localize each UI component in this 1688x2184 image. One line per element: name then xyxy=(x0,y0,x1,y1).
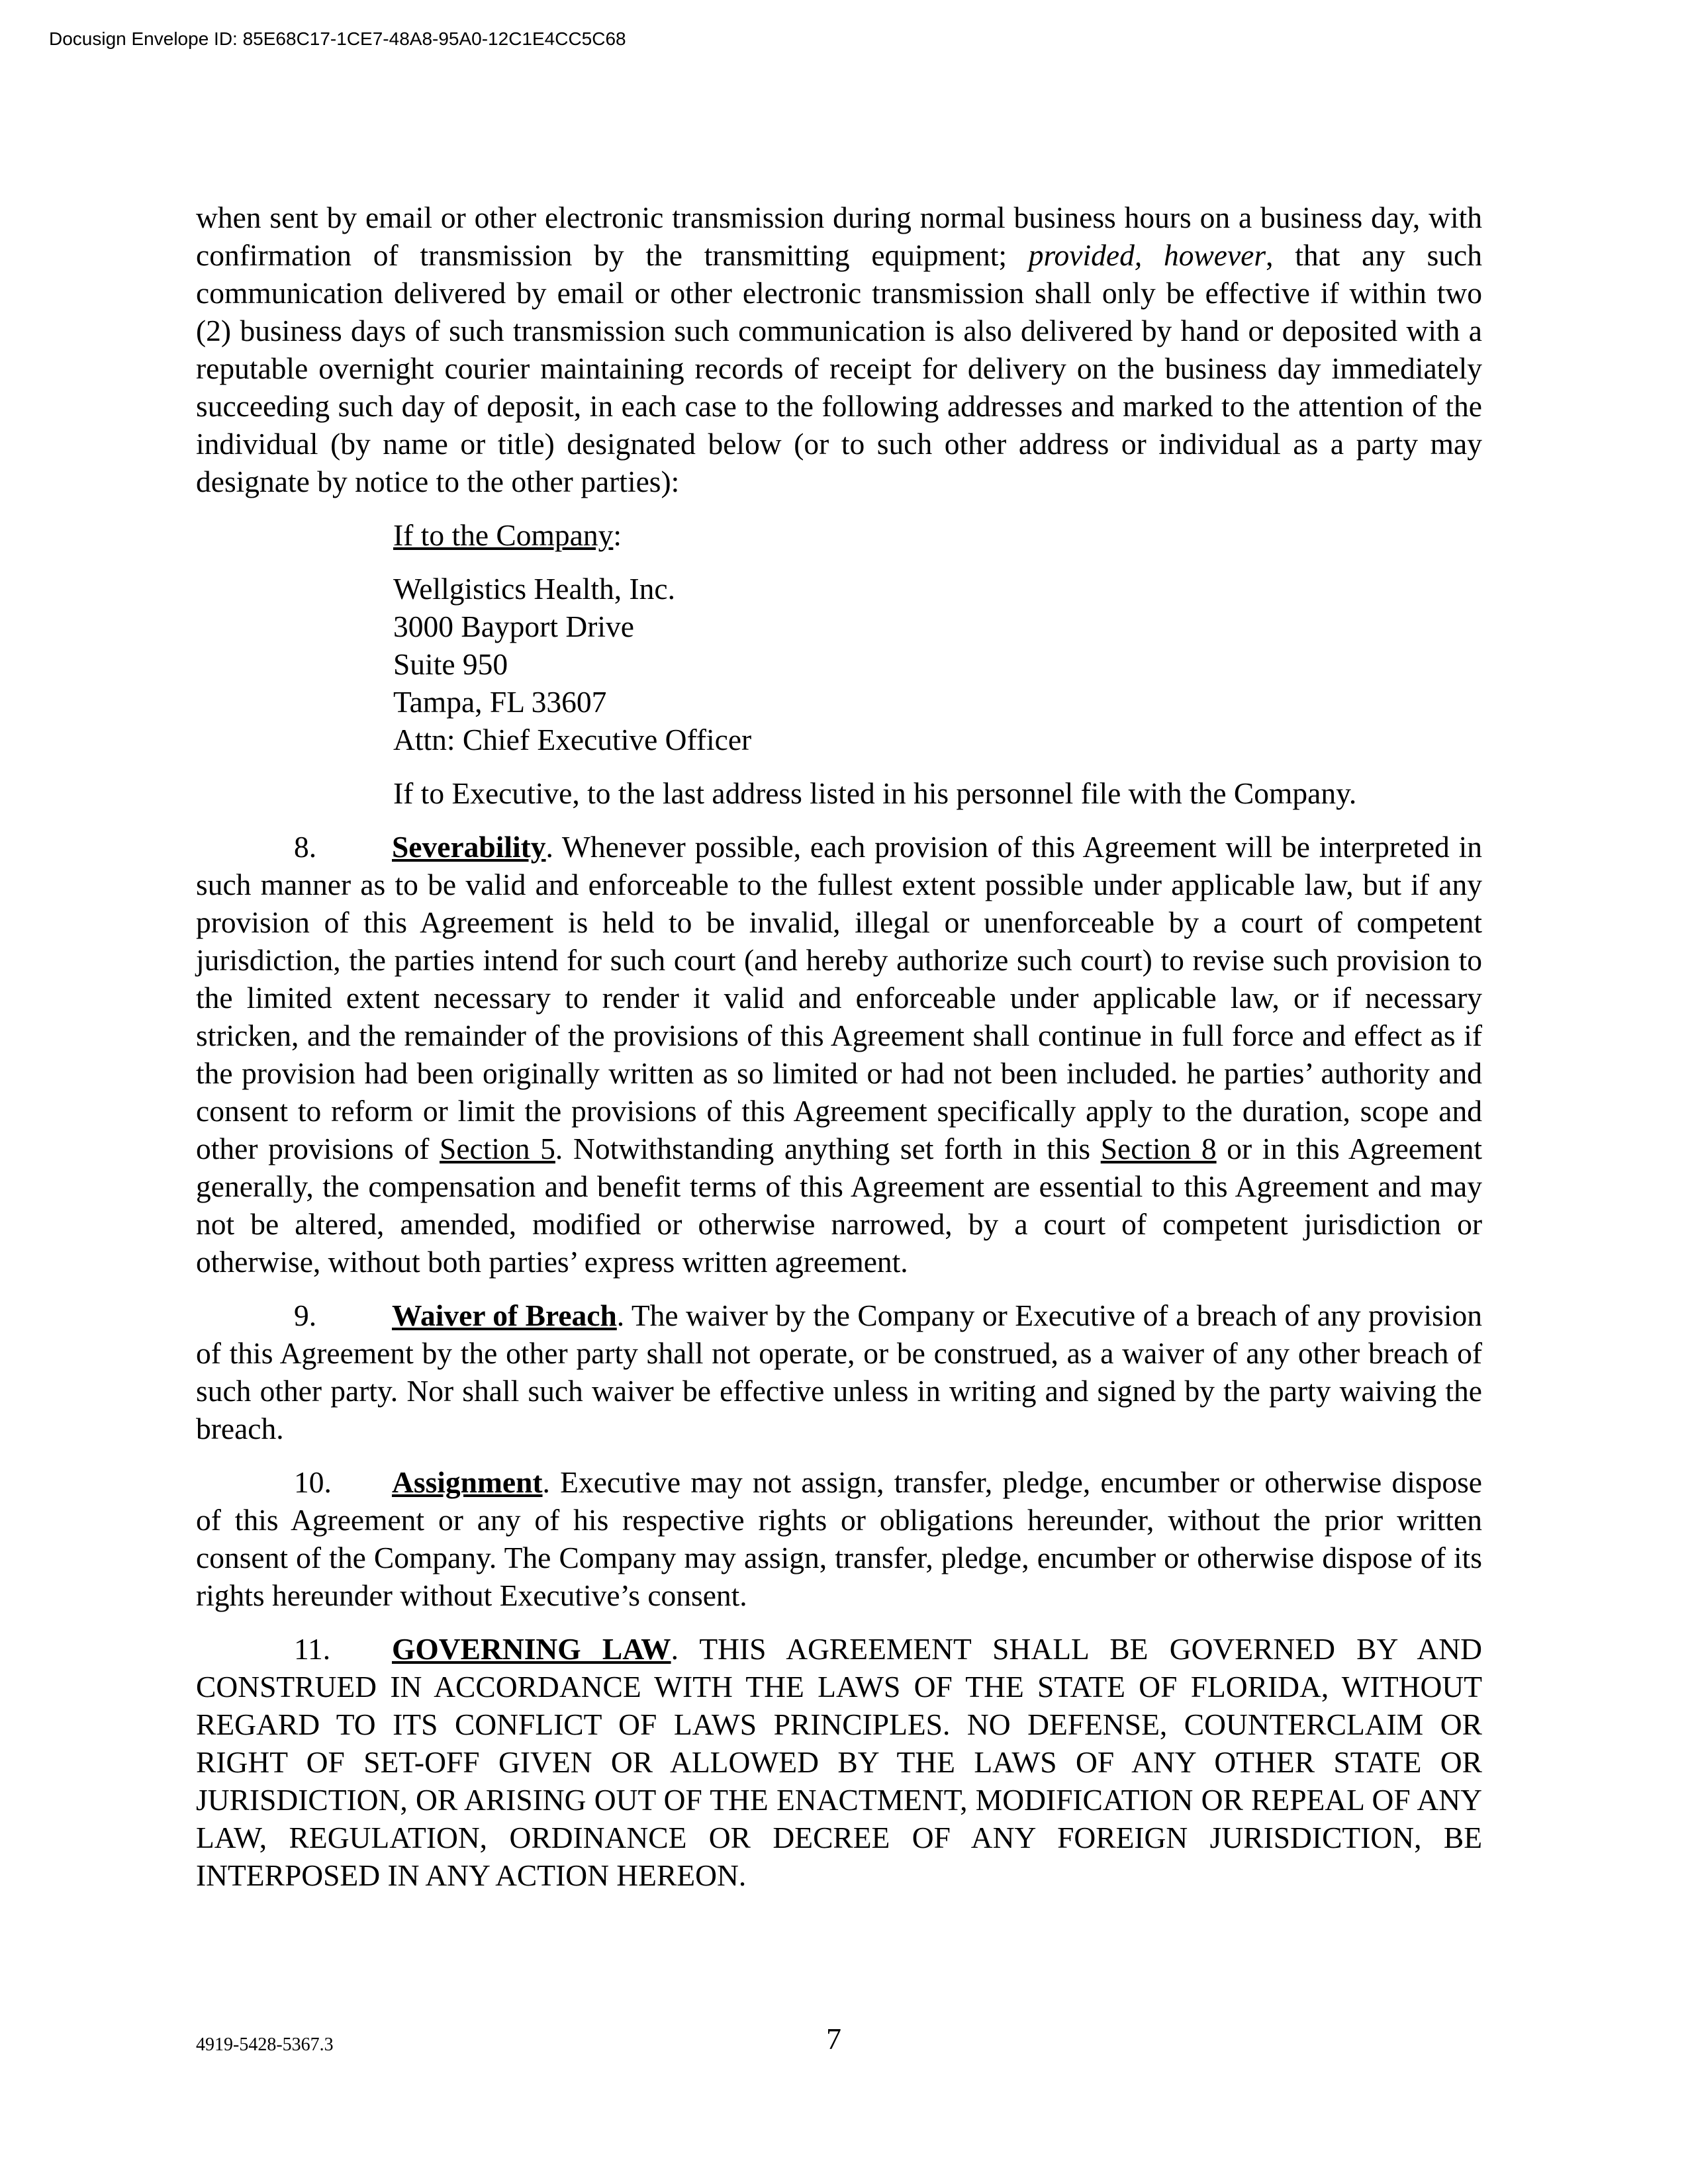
section-9-number: 9. xyxy=(294,1298,317,1332)
address-line-street: 3000 Bayport Drive xyxy=(393,610,634,643)
section-8-text-c: or in this Agreement generally, the compensation and benefit terms of this Agreement are essential to this Agreement and may not be altered, amended, modified or otherwise narrowed, by a court of competent jurisdiction or otherwise, without both parties’ express written agreement. xyxy=(196,1132,1482,1279)
section-11-governing-law xyxy=(196,1630,1482,1894)
section-8-reference: Section 8 xyxy=(1100,1132,1217,1165)
section-8-heading: Severability xyxy=(392,830,546,864)
company-notice-block xyxy=(393,516,1482,812)
address-line-suite: Suite 950 xyxy=(393,647,508,681)
section-5-reference: Section 5 xyxy=(440,1132,555,1165)
intro-text-part2: , that any such communication delivered by email or other electronic transmission shall only be effective if within two (2) business days of such transmission such communication is also delivered by hand or deposited with a reputable overnight courier maintaining records of receipt for delivery on the business day immediately succeeding such day of deposit, in each case to the following addresses and marked to the attention of the individual (by name or title) designated below (or to such other address or individual as a party may designate by notice to the other parties): xyxy=(196,238,1482,498)
executive-notice-line: If to Executive, to the last address listed in his personnel file with the Company. xyxy=(393,776,1357,810)
section-8-text-a: . Whenever possible, each provision of this Agreement will be interpreted in such manner as to be valid and enforceable to the fullest extent possible under applicable law, but if any provision of this Agreement is held to be invalid, illegal or unenforceable by a court of competent jurisdiction, the parties intend for such court (and hereby authorize such court) to revise such provision to the limited extent necessary to render it valid and enforceable under applicable law, or if necessary stricken, and the remainder of the provisions of this Agreement shall continue in full force and effect as if the provision had been originally written as so limited or had not been included. he parties’ authority and consent to reform or limit the provisions of this Agreement specifically apply to the duration, scope and other provisions of xyxy=(196,830,1482,1165)
intro-italic-proviso: provided, however xyxy=(1028,238,1266,272)
section-9-text: . The waiver by the Company or Executive of a breach of any provision of this Agreement by the other party shall not operate, or be construed, as a waiver of any other breach of such other party. Nor shall such waiver be effective unless in writing and signed by the party waiving the breach. xyxy=(196,1298,1482,1445)
company-notice-colon: : xyxy=(613,518,622,552)
section-9-heading: Waiver of Breach xyxy=(392,1298,617,1332)
address-line-attention: Attn: Chief Executive Officer xyxy=(393,723,752,756)
intro-text-part1: when sent by email or other electronic transmission during normal business hours on a business day, with confirmation of transmission by the transmitting equipment; xyxy=(196,201,1482,272)
address-line-city: Tampa, FL 33607 xyxy=(393,685,607,719)
section-8-number: 8. xyxy=(294,830,317,864)
section-11-heading: GOVERNING LAW xyxy=(392,1632,671,1666)
section-10-assignment xyxy=(196,1463,1482,1614)
document-body xyxy=(196,199,1482,1910)
section-9-waiver-of-breach xyxy=(196,1297,1482,1447)
docusign-envelope-id: Docusign Envelope ID: 85E68C17-1CE7-48A8-95A0-12C1E4CC5C68 xyxy=(49,28,626,49)
section-8-text-b: . Notwithstanding anything set forth in this xyxy=(555,1132,1101,1165)
section-10-text: . Executive may not assign, transfer, pledge, encumber or otherwise dispose of this Agreement or any of his respective rights or obligations hereunder, without the prior written consent of the Company. The Company may assign, transfer, pledge, encumber or otherwise dispose of its rights hereunder without Executive’s consent. xyxy=(196,1465,1482,1612)
company-address xyxy=(393,570,1482,758)
section-11-text: . THIS AGREEMENT SHALL BE GOVERNED BY AND CONSTRUED IN ACCORDANCE WITH THE LAWS OF THE STATE OF FLORIDA, WITHOUT REGARD TO ITS CONFLICT OF LAWS PRINCIPLES. NO DEFENSE, COUNTERCLAIM OR RIGHT OF SET-OFF GIVEN OR ALLOWED BY THE LAWS OF ANY OTHER STATE OR JURISDICTION, OR ARISING OUT OF THE ENACTMENT, MODIFICATION OR REPEAL OF ANY LAW, REGULATION, ORDINANCE OR DECREE OF ANY FOREIGN JURISDICTION, BE INTERPOSED IN ANY ACTION HEREON. xyxy=(196,1632,1483,1892)
notice-intro-paragraph xyxy=(196,199,1482,500)
section-11-number: 11. xyxy=(294,1632,331,1666)
page-number: 7 xyxy=(826,2022,841,2056)
section-10-number: 10. xyxy=(294,1465,332,1499)
company-notice-title: If to the Company xyxy=(393,518,614,552)
section-8-severability xyxy=(196,828,1482,1281)
footer-document-id: 4919-5428-5367.3 xyxy=(196,2034,334,2055)
company-notice-heading xyxy=(393,516,1482,554)
address-line-company: Wellgistics Health, Inc. xyxy=(393,572,675,606)
section-10-heading: Assignment xyxy=(392,1465,543,1499)
